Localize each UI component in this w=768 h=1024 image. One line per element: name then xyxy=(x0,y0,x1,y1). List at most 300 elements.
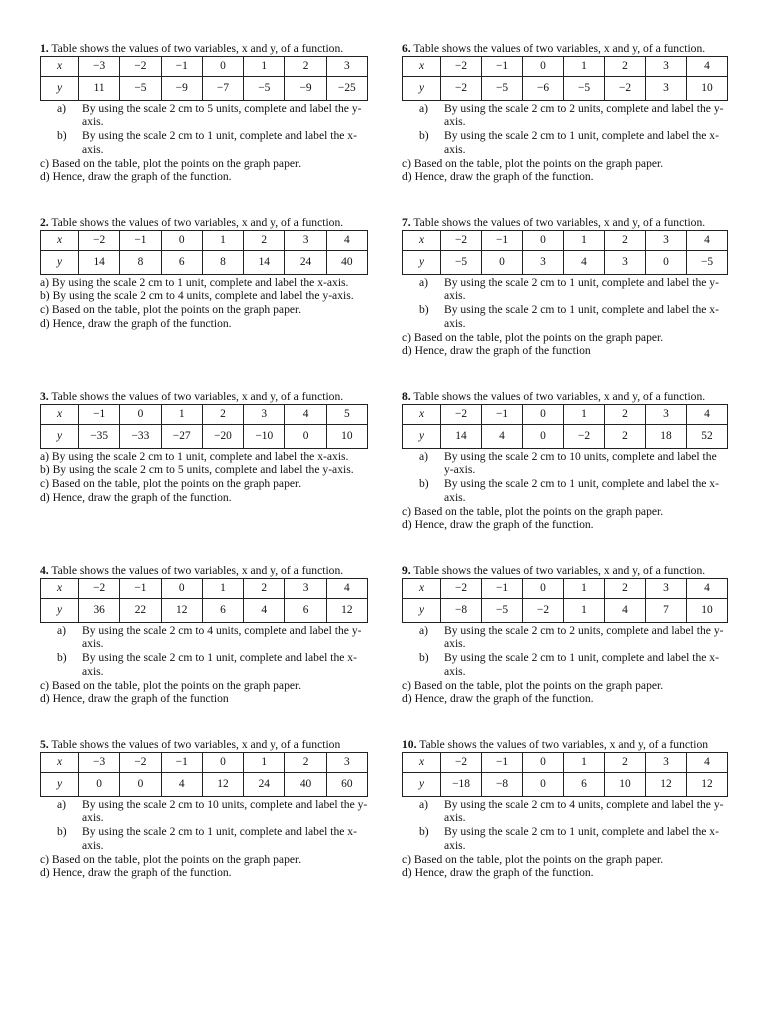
x-value-cell: 0 xyxy=(120,404,161,424)
instruction-c xyxy=(402,853,728,867)
question-text: Table shows the values of two variables, x and y, of a function xyxy=(51,738,341,751)
instruction-a xyxy=(40,450,368,464)
instruction-label: a) xyxy=(40,449,50,463)
x-label-cell: x xyxy=(403,56,441,76)
x-value-cell: 3 xyxy=(646,404,687,424)
instruction-a xyxy=(40,624,368,652)
x-value-cell: −1 xyxy=(482,578,523,598)
instruction-label: c) xyxy=(402,156,412,170)
x-row xyxy=(41,404,368,424)
question-stem xyxy=(402,738,728,752)
y-value-cell: 3 xyxy=(646,76,687,100)
x-value-cell: 2 xyxy=(605,578,646,598)
y-value-cell: 6 xyxy=(202,598,243,622)
instruction-text: Hence, draw the graph of the function. xyxy=(52,316,232,330)
instruction-label: a) xyxy=(57,623,67,637)
x-value-cell: 1 xyxy=(564,578,605,598)
y-row xyxy=(41,250,368,274)
y-value-cell: −5 xyxy=(244,76,285,100)
y-value-cell: 12 xyxy=(161,598,202,622)
x-value-cell: 2 xyxy=(605,404,646,424)
instruction-text: By using the scale 2 cm to 2 units, complete and label the y-axis. xyxy=(444,623,724,651)
x-value-cell: 3 xyxy=(646,230,687,250)
y-value-cell: 8 xyxy=(202,250,243,274)
question-number: 8. xyxy=(402,390,411,403)
y-value-cell: 14 xyxy=(244,250,285,274)
instruction-label: b) xyxy=(57,129,67,143)
instruction-text: Based on the table, plot the points on the graph paper. xyxy=(51,852,302,866)
instruction-b xyxy=(40,129,368,157)
instruction-c xyxy=(40,157,368,171)
x-value-cell: 0 xyxy=(523,752,564,772)
x-value-cell: 1 xyxy=(564,404,605,424)
y-value-cell: 6 xyxy=(285,598,326,622)
instruction-c xyxy=(402,331,728,345)
instruction-list xyxy=(402,450,728,533)
y-value-cell: 36 xyxy=(79,598,120,622)
question-number: 6. xyxy=(402,42,411,55)
instruction-list xyxy=(402,102,728,185)
question-number: 7. xyxy=(402,216,411,229)
x-label-cell: x xyxy=(403,230,441,250)
y-value-cell: 6 xyxy=(161,250,202,274)
x-value-cell: 4 xyxy=(687,578,728,598)
instruction-text: By using the scale 2 cm to 1 unit, complete and label the x-axis. xyxy=(82,129,357,156)
x-value-cell: 4 xyxy=(687,404,728,424)
y-value-cell: 14 xyxy=(79,250,120,274)
x-value-cell: 1 xyxy=(202,578,243,598)
instruction-text: By using the scale 2 cm to 1 unit, complete and label the x-axis. xyxy=(82,651,357,678)
values-table xyxy=(402,578,728,623)
question-10 xyxy=(402,738,728,912)
y-value-cell: −8 xyxy=(482,772,523,796)
instruction-label: a) xyxy=(419,623,429,637)
instruction-text: Hence, draw the graph of the function. xyxy=(414,170,594,184)
values-table xyxy=(40,404,368,449)
x-value-cell: 3 xyxy=(646,578,687,598)
instruction-text: Based on the table, plot the points on the graph paper. xyxy=(51,678,302,692)
x-label-cell: x xyxy=(403,578,441,598)
instruction-label: c) xyxy=(40,678,50,692)
x-value-cell: 2 xyxy=(244,230,285,250)
instruction-list xyxy=(402,798,728,881)
instruction-d xyxy=(40,692,368,706)
y-row xyxy=(403,424,728,448)
question-stem xyxy=(40,564,368,578)
instruction-label: b) xyxy=(419,825,429,839)
question-1 xyxy=(40,42,368,216)
x-value-cell: 0 xyxy=(523,404,564,424)
y-row xyxy=(41,772,368,796)
instruction-text: Based on the table, plot the points on the graph paper. xyxy=(51,477,302,491)
x-value-cell: 4 xyxy=(687,56,728,76)
x-value-cell: −1 xyxy=(120,578,161,598)
instruction-text: By using the scale 2 cm to 1 unit, complete and label the x-axis. xyxy=(444,477,719,504)
y-label-cell: y xyxy=(403,250,441,274)
y-value-cell: −10 xyxy=(244,424,285,448)
y-value-cell: 4 xyxy=(161,772,202,796)
y-label-cell: y xyxy=(41,424,79,448)
x-label-cell: x xyxy=(41,56,79,76)
x-value-cell: −1 xyxy=(79,404,120,424)
x-value-cell: 2 xyxy=(605,230,646,250)
y-value-cell: 0 xyxy=(120,772,161,796)
x-label-cell: x xyxy=(403,404,441,424)
instruction-label: a) xyxy=(57,101,67,115)
instruction-text: Hence, draw the graph of the function. xyxy=(414,866,594,880)
instruction-text: Based on the table, plot the points on the graph paper. xyxy=(413,852,664,866)
instruction-label: d) xyxy=(402,692,412,706)
y-label-cell: y xyxy=(403,772,441,796)
x-label-cell: x xyxy=(41,578,79,598)
y-value-cell: 0 xyxy=(523,424,564,448)
values-table xyxy=(40,56,368,101)
instruction-text: By using the scale 2 cm to 1 unit, complete and label the x-axis. xyxy=(82,825,357,852)
instruction-text: Hence, draw the graph of the function. xyxy=(414,692,594,706)
instruction-label: b) xyxy=(419,129,429,143)
x-row xyxy=(403,404,728,424)
question-2 xyxy=(40,216,368,390)
instruction-text: By using the scale 2 cm to 4 units, complete and label the y-axis. xyxy=(444,797,724,825)
instruction-label: c) xyxy=(40,303,50,317)
y-label-cell: y xyxy=(41,250,79,274)
x-value-cell: 1 xyxy=(244,752,285,772)
question-text: Table shows the values of two variables, x and y, of a function. xyxy=(413,390,706,403)
x-value-cell: −2 xyxy=(79,578,120,598)
x-value-cell: 5 xyxy=(326,404,367,424)
instruction-label: c) xyxy=(402,852,412,866)
instruction-text: Based on the table, plot the points on the graph paper. xyxy=(51,156,302,170)
y-value-cell: −18 xyxy=(441,772,482,796)
question-number: 5. xyxy=(40,738,49,751)
question-number: 1. xyxy=(40,42,49,55)
instruction-label: d) xyxy=(402,344,412,358)
left-column xyxy=(40,42,368,912)
question-text: Table shows the values of two variables, x and y, of a function. xyxy=(51,564,344,577)
instruction-d xyxy=(402,170,728,184)
instruction-a xyxy=(40,798,368,826)
instruction-d xyxy=(402,518,728,532)
instruction-label: a) xyxy=(419,449,429,463)
x-row xyxy=(403,578,728,598)
instruction-a xyxy=(402,450,728,478)
y-value-cell: −35 xyxy=(79,424,120,448)
instruction-label: a) xyxy=(419,275,429,289)
instruction-text: By using the scale 2 cm to 10 units, complete and label the y-axis. xyxy=(82,797,368,825)
y-value-cell: −5 xyxy=(687,250,728,274)
y-value-cell: 52 xyxy=(687,424,728,448)
instruction-text: Based on the table, plot the points on the graph paper. xyxy=(413,156,664,170)
question-number: 3. xyxy=(40,390,49,403)
instruction-label: a) xyxy=(419,797,429,811)
x-value-cell: −1 xyxy=(482,752,523,772)
y-value-cell: 10 xyxy=(687,598,728,622)
x-value-cell: 1 xyxy=(244,56,285,76)
question-9 xyxy=(402,564,728,738)
values-table xyxy=(40,230,368,275)
question-8 xyxy=(402,390,728,564)
values-table xyxy=(40,578,368,623)
y-value-cell: −2 xyxy=(441,76,482,100)
instruction-text: Based on the table, plot the points on the graph paper. xyxy=(413,330,664,344)
x-value-cell: −2 xyxy=(441,578,482,598)
y-row xyxy=(41,76,368,100)
y-value-cell: −2 xyxy=(564,424,605,448)
instruction-c xyxy=(40,679,368,693)
y-row xyxy=(403,250,728,274)
question-stem xyxy=(402,564,728,578)
instruction-text: By using the scale 2 cm to 5 units, complete and label the y-axis. xyxy=(82,101,362,129)
instruction-text: Based on the table, plot the points on the graph paper. xyxy=(413,504,664,518)
instruction-label: c) xyxy=(40,852,50,866)
y-value-cell: −25 xyxy=(326,76,367,100)
x-value-cell: −2 xyxy=(120,56,161,76)
x-row xyxy=(41,752,368,772)
instruction-label: c) xyxy=(402,678,412,692)
question-text: Table shows the values of two variables, x and y, of a function. xyxy=(413,216,706,229)
question-4 xyxy=(40,564,368,738)
instruction-label: c) xyxy=(402,504,412,518)
instruction-d xyxy=(40,866,368,880)
instruction-c xyxy=(40,303,368,317)
y-value-cell: −5 xyxy=(482,76,523,100)
y-value-cell: 24 xyxy=(244,772,285,796)
y-value-cell: −20 xyxy=(202,424,243,448)
x-value-cell: 2 xyxy=(605,56,646,76)
instruction-text: Hence, draw the graph of the function xyxy=(414,344,591,358)
y-label-cell: y xyxy=(41,76,79,100)
y-value-cell: −2 xyxy=(605,76,646,100)
instruction-a xyxy=(402,102,728,130)
y-value-cell: −9 xyxy=(161,76,202,100)
instruction-d xyxy=(402,344,728,358)
instruction-label: d) xyxy=(40,866,50,880)
x-value-cell: 0 xyxy=(161,230,202,250)
y-value-cell: 1 xyxy=(564,598,605,622)
instruction-b xyxy=(40,289,368,303)
question-5 xyxy=(40,738,368,912)
x-label-cell: x xyxy=(41,230,79,250)
question-stem xyxy=(40,738,368,752)
instruction-text: By using the scale 2 cm to 1 unit, complete and label the x-axis. xyxy=(444,303,719,330)
y-value-cell: 14 xyxy=(441,424,482,448)
y-row xyxy=(403,598,728,622)
instruction-text: By using the scale 2 cm to 1 unit, complete and label the x-axis. xyxy=(51,275,349,289)
instruction-list xyxy=(402,276,728,359)
instruction-list xyxy=(40,798,368,881)
instruction-list xyxy=(40,450,368,505)
instruction-text: Based on the table, plot the points on the graph paper. xyxy=(51,303,302,317)
y-value-cell: −7 xyxy=(202,76,243,100)
y-row xyxy=(41,598,368,622)
instruction-d xyxy=(402,866,728,880)
x-row xyxy=(403,752,728,772)
instruction-c xyxy=(402,505,728,519)
instruction-text: By using the scale 2 cm to 4 units, complete and label the y-axis. xyxy=(52,289,354,303)
instruction-b xyxy=(40,825,368,853)
y-value-cell: 0 xyxy=(482,250,523,274)
instruction-label: b) xyxy=(419,477,429,491)
x-value-cell: 1 xyxy=(564,752,605,772)
x-value-cell: −1 xyxy=(482,230,523,250)
y-value-cell: −5 xyxy=(482,598,523,622)
x-row xyxy=(41,230,368,250)
instruction-text: Hence, draw the graph of the function. xyxy=(52,866,232,880)
y-value-cell: 10 xyxy=(326,424,367,448)
x-value-cell: 0 xyxy=(523,56,564,76)
question-text: Table shows the values of two variables, x and y, of a function. xyxy=(413,42,706,55)
y-value-cell: 8 xyxy=(120,250,161,274)
instruction-d xyxy=(40,491,368,505)
instruction-label: b) xyxy=(40,289,50,303)
y-value-cell: 4 xyxy=(244,598,285,622)
x-value-cell: 1 xyxy=(202,230,243,250)
instruction-text: Hence, draw the graph of the function xyxy=(52,692,229,706)
instruction-d xyxy=(402,692,728,706)
y-value-cell: 24 xyxy=(285,250,326,274)
question-7 xyxy=(402,216,728,390)
y-row xyxy=(403,76,728,100)
instruction-c xyxy=(402,679,728,693)
y-value-cell: 22 xyxy=(120,598,161,622)
question-stem xyxy=(40,42,368,56)
x-value-cell: 3 xyxy=(646,56,687,76)
y-value-cell: 3 xyxy=(523,250,564,274)
y-value-cell: 0 xyxy=(523,772,564,796)
x-value-cell: −1 xyxy=(161,752,202,772)
instruction-c xyxy=(40,853,368,867)
x-value-cell: −2 xyxy=(441,230,482,250)
instruction-label: d) xyxy=(40,490,50,504)
x-value-cell: 4 xyxy=(285,404,326,424)
instruction-a xyxy=(402,276,728,304)
x-label-cell: x xyxy=(41,752,79,772)
question-3 xyxy=(40,390,368,564)
instruction-label: c) xyxy=(40,156,50,170)
instruction-text: By using the scale 2 cm to 4 units, complete and label the y-axis. xyxy=(82,623,362,651)
x-value-cell: −3 xyxy=(79,752,120,772)
x-value-cell: −2 xyxy=(441,56,482,76)
question-text: Table shows the values of two variables, x and y, of a function. xyxy=(51,390,344,403)
question-text: Table shows the values of two variables, x and y, of a function. xyxy=(51,216,344,229)
instruction-text: Hence, draw the graph of the function. xyxy=(414,518,594,532)
y-label-cell: y xyxy=(41,772,79,796)
x-row xyxy=(41,56,368,76)
x-value-cell: −1 xyxy=(482,56,523,76)
instruction-text: By using the scale 2 cm to 10 units, complete and label the y-axis. xyxy=(444,449,717,477)
instruction-text: By using the scale 2 cm to 5 units, complete and label the y-axis. xyxy=(52,463,354,477)
y-value-cell: 6 xyxy=(564,772,605,796)
instruction-label: b) xyxy=(57,825,67,839)
question-6 xyxy=(402,42,728,216)
y-label-cell: y xyxy=(403,598,441,622)
instruction-label: b) xyxy=(419,303,429,317)
instruction-a xyxy=(40,102,368,130)
x-value-cell: 4 xyxy=(326,578,367,598)
x-value-cell: −3 xyxy=(79,56,120,76)
y-value-cell: 4 xyxy=(605,598,646,622)
instruction-d xyxy=(40,317,368,331)
question-number: 2. xyxy=(40,216,49,229)
x-value-cell: 0 xyxy=(161,578,202,598)
instruction-c xyxy=(402,157,728,171)
instruction-text: By using the scale 2 cm to 1 unit, complete and label the x-axis. xyxy=(444,651,719,678)
instruction-a xyxy=(402,798,728,826)
x-value-cell: −2 xyxy=(441,404,482,424)
y-row xyxy=(403,772,728,796)
x-value-cell: 3 xyxy=(244,404,285,424)
question-number: 9. xyxy=(402,564,411,577)
x-value-cell: 3 xyxy=(285,230,326,250)
y-value-cell: −5 xyxy=(441,250,482,274)
x-value-cell: 0 xyxy=(523,578,564,598)
instruction-label: b) xyxy=(419,651,429,665)
x-value-cell: −2 xyxy=(79,230,120,250)
question-text: Table shows the values of two variables, x and y, of a function. xyxy=(413,564,706,577)
question-stem xyxy=(402,390,728,404)
y-label-cell: y xyxy=(403,76,441,100)
instruction-b xyxy=(402,825,728,853)
instruction-list xyxy=(40,624,368,707)
x-value-cell: −2 xyxy=(441,752,482,772)
instruction-label: b) xyxy=(57,651,67,665)
y-value-cell: 12 xyxy=(646,772,687,796)
instruction-b xyxy=(402,477,728,505)
y-value-cell: 12 xyxy=(687,772,728,796)
question-text: Table shows the values of two variables, x and y, of a function xyxy=(419,738,709,751)
x-value-cell: 1 xyxy=(161,404,202,424)
question-stem xyxy=(40,390,368,404)
y-value-cell: −2 xyxy=(523,598,564,622)
right-column xyxy=(402,42,728,912)
instruction-label: d) xyxy=(40,316,50,330)
y-label-cell: y xyxy=(41,598,79,622)
x-label-cell: x xyxy=(403,752,441,772)
y-value-cell: 0 xyxy=(79,772,120,796)
values-table xyxy=(402,404,728,449)
instruction-a xyxy=(402,624,728,652)
y-value-cell: 0 xyxy=(285,424,326,448)
instruction-text: By using the scale 2 cm to 1 unit, complete and label the x-axis. xyxy=(444,825,719,852)
x-value-cell: −1 xyxy=(161,56,202,76)
y-row xyxy=(41,424,368,448)
y-value-cell: 3 xyxy=(605,250,646,274)
x-label-cell: x xyxy=(41,404,79,424)
y-value-cell: 10 xyxy=(687,76,728,100)
x-value-cell: 2 xyxy=(285,56,326,76)
x-value-cell: 2 xyxy=(244,578,285,598)
values-table xyxy=(402,230,728,275)
instruction-label: c) xyxy=(40,477,50,491)
y-value-cell: 2 xyxy=(605,424,646,448)
instruction-text: By using the scale 2 cm to 1 unit, complete and label the y-axis. xyxy=(444,275,719,303)
instruction-list xyxy=(40,276,368,331)
y-value-cell: 40 xyxy=(285,772,326,796)
instruction-text: By using the scale 2 cm to 1 unit, complete and label the x-axis. xyxy=(444,129,719,156)
y-value-cell: 4 xyxy=(564,250,605,274)
instruction-b xyxy=(402,651,728,679)
instruction-label: a) xyxy=(57,797,67,811)
x-value-cell: 1 xyxy=(564,230,605,250)
x-value-cell: 0 xyxy=(202,752,243,772)
instruction-label: d) xyxy=(402,866,412,880)
x-value-cell: 3 xyxy=(285,578,326,598)
question-stem xyxy=(40,216,368,230)
x-value-cell: 0 xyxy=(202,56,243,76)
instruction-b xyxy=(40,651,368,679)
instruction-label: a) xyxy=(40,275,50,289)
x-value-cell: −2 xyxy=(120,752,161,772)
